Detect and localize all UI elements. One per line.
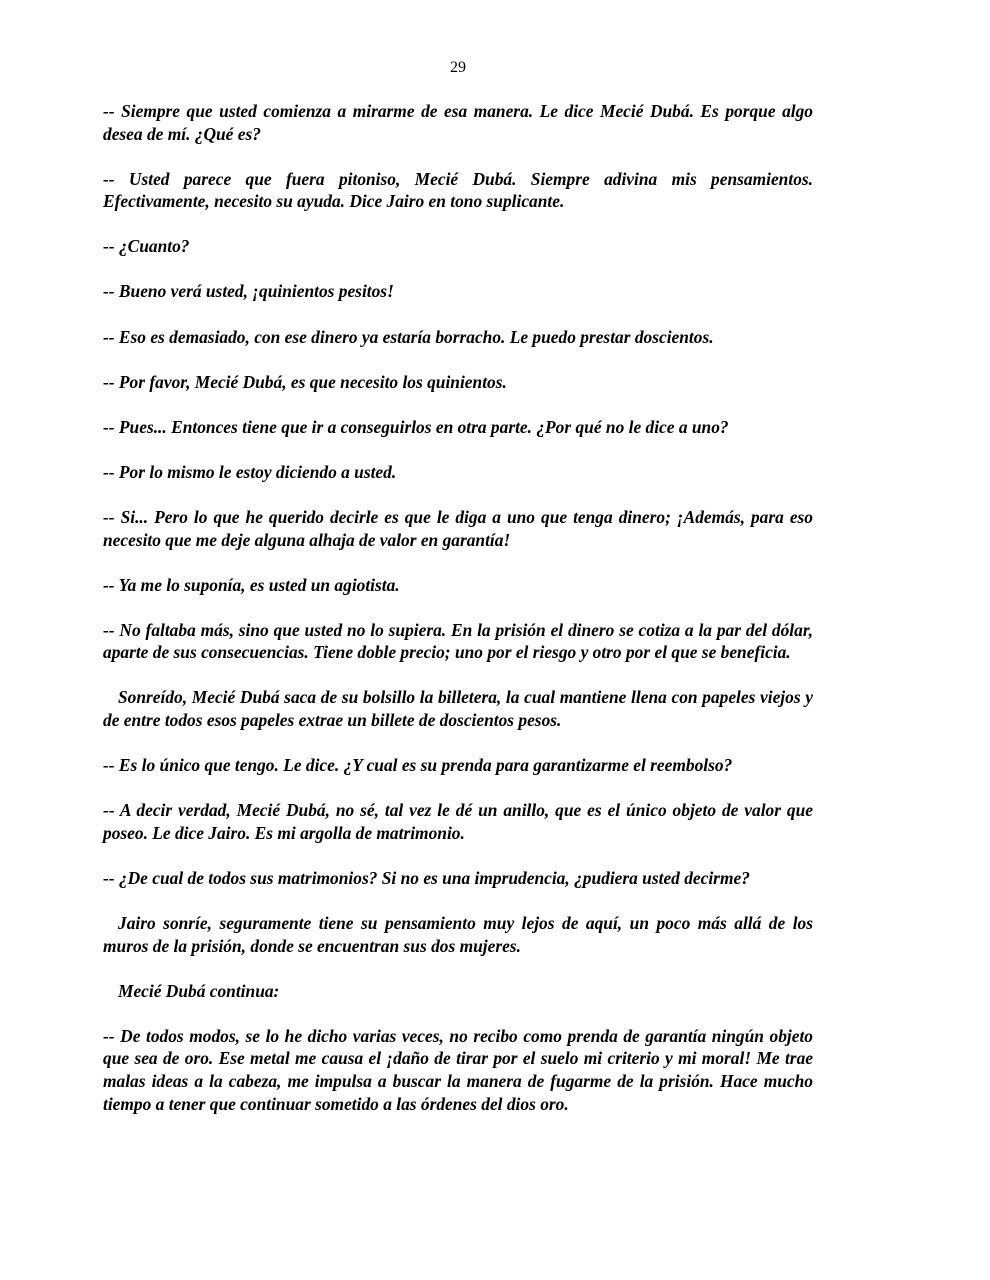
paragraph: -- Usted parece que fuera pitoniso, Mecié Dubá. Siempre adivina mis pensamientos. Efectivamente, necesito su ayuda. Dice Jairo en tono suplicante. xyxy=(103,168,813,212)
paragraph: -- Pues... Entonces tiene que ir a conseguirlos en otra parte. ¿Por qué no le dice a uno? xyxy=(103,416,729,437)
paragraph: -- Bueno verá usted, ¡quinientos pesitos! xyxy=(103,281,394,302)
paragraph: Sonreído, Mecié Dubá saca de su bolsillo la billetera, la cual mantiene llena con papeles viejos y de entre todos esos papeles extrae un billete de doscientos pesos. xyxy=(103,687,813,730)
paragraph: -- Siempre que usted comienza a mirarme de esa manera. Le dice Mecié Dubá. Es porque algo desea de mí. ¿Qué es? xyxy=(103,101,813,144)
paragraph: -- Si... Pero lo que he querido decirle es que le diga a uno que tenga dinero; ¡Además, para eso necesito que me deje alguna alhaja de valor en garantía! xyxy=(103,506,813,550)
paragraph: -- Por favor, Mecié Dubá, es que necesito los quinientos. xyxy=(103,371,507,392)
paragraph: -- ¿De cual de todos sus matrimonios? Si no es una imprudencia, ¿pudiera usted decirme? xyxy=(103,867,750,888)
paragraph: -- Es lo único que tengo. Le dice. ¿Y cual es su prenda para garantizarme el reembolso? xyxy=(103,755,733,776)
paragraph: -- A decir verdad, Mecié Dubá, no sé, tal vez le dé un anillo, que es el único objeto de valor que poseo. Le dice Jairo. Es mi argolla de matrimonio. xyxy=(103,800,813,843)
paragraph: -- ¿Cuanto? xyxy=(103,236,190,257)
paragraph: Mecié Dubá continua: xyxy=(118,980,280,1001)
text-body xyxy=(103,100,813,1138)
paragraph: -- No faltaba más, sino que usted no lo supiera. En la prisión el dinero se cotiza a la par del dólar, aparte de sus consecuencias. Tiene doble precio; uno por el riesgo y otro por el que se beneficia. xyxy=(103,619,813,663)
paragraph: -- Por lo mismo le estoy diciendo a usted. xyxy=(103,461,397,482)
paragraph: -- De todos modos, se lo he dicho varias veces, no recibo como prenda de garantía ningún objeto que sea de oro. Ese metal me causa el ¡daño de tirar por el suelo mi criterio y mi moral! Me trae malas ideas a la cabeza, me impulsa a buscar la manera de fugarme de la prisión. Hace mucho tiempo a tener que continuar sometido a las órdenes del dios oro. xyxy=(103,1025,813,1114)
paragraph: -- Eso es demasiado, con ese dinero ya estaría borracho. Le puedo prestar doscientos. xyxy=(103,326,714,347)
paragraph: Jairo sonríe, seguramente tiene su pensamiento muy lejos de aquí, un poco más allá de los muros de la prisión, donde se encuentran sus dos mujeres. xyxy=(103,912,813,956)
page-number: 29 xyxy=(450,59,466,76)
paragraph: -- Ya me lo suponía, es usted un agiotista. xyxy=(103,574,400,595)
